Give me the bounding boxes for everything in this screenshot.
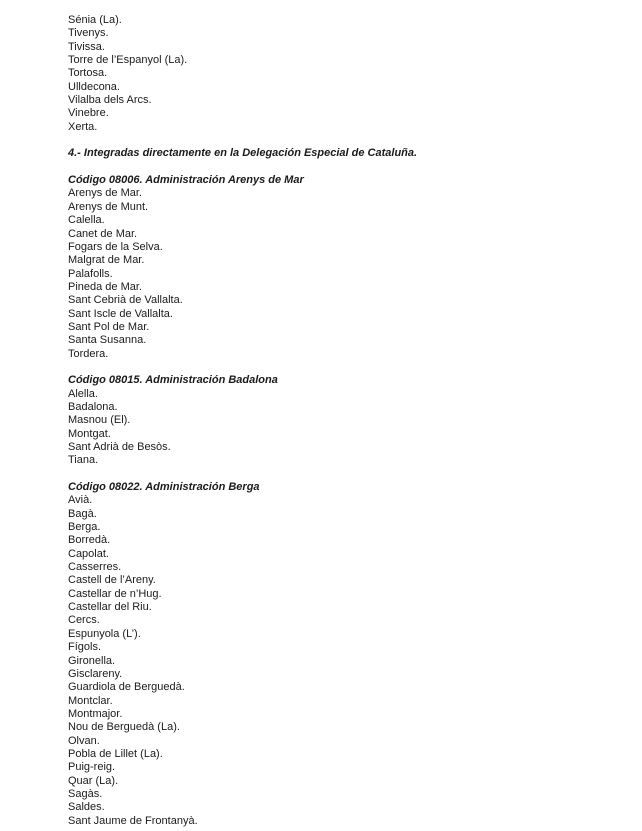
municipality-item: Fígols. (68, 641, 102, 654)
municipality-item: Badalona. (68, 400, 118, 413)
municipality-item: Espunyola (L’). (68, 627, 141, 640)
municipality-item: Bagà. (68, 507, 97, 520)
municipality-item: Sant Jaume de Frontanyà. (68, 814, 198, 827)
municipality-item: Puig-reig. (68, 761, 116, 774)
municipality-item: Berga. (68, 521, 101, 534)
municipality-item: Pobla de Lillet (La). (68, 747, 163, 760)
municipality-item: Fogars de la Selva. (68, 240, 163, 253)
municipality-item: Sant Pol de Mar. (68, 320, 150, 333)
municipality-item: Vinebre. (68, 107, 109, 120)
municipality-item: Tortosa. (68, 67, 108, 80)
municipality-item: Tivissa. (68, 40, 105, 53)
municipality-item: Sagàs. (68, 787, 103, 800)
municipality-item: Montclar. (68, 694, 113, 707)
municipality-item: Xerta. (68, 120, 98, 133)
municipality-item: Arenys de Mar. (68, 187, 142, 200)
municipality-item: Olvan. (68, 734, 100, 747)
municipality-item: Nou de Berguedà (La). (68, 721, 180, 734)
municipality-item: Masnou (El). (68, 414, 131, 427)
municipality-item: Santa Susanna. (68, 334, 147, 347)
municipality-item: Saldes. (68, 801, 105, 814)
municipality-item: Alella. (68, 387, 98, 400)
subsection-heading: Código 08015. Administración Badalona (68, 374, 278, 387)
municipality-item: Tivenys. (68, 27, 109, 40)
subsection-heading: Código 08006. Administración Arenys de Mar (68, 174, 304, 187)
subsection-heading: Código 08022. Administración Berga (68, 481, 260, 494)
municipality-item: Pineda de Mar. (68, 280, 142, 293)
municipality-list (68, 494, 622, 828)
municipality-item: Quar (La). (68, 774, 119, 787)
municipality-item: Cercs. (68, 614, 100, 627)
municipality-item: Ulldecona. (68, 80, 120, 93)
subsection-berga (68, 481, 622, 828)
section-heading: 4.- Integradas directamente en la Delegación Especial de Cataluña. (68, 147, 418, 160)
municipality-item: Gisclareny. (68, 667, 123, 680)
municipality-item: Montmajor. (68, 707, 123, 720)
municipality-item: Castell de l’Areny. (68, 574, 156, 587)
municipality-item: Casserres. (68, 561, 122, 574)
subsection-arenys-de-mar (68, 174, 622, 361)
municipality-item: Malgrat de Mar. (68, 254, 145, 267)
municipality-item: Canet de Mar. (68, 227, 138, 240)
municipality-item: Castellar del Riu. (68, 601, 152, 614)
municipality-item: Palafolls. (68, 267, 113, 280)
municipality-item: Sant Iscle de Vallalta. (68, 307, 173, 320)
municipality-item: Avià. (68, 494, 93, 507)
municipality-item: Castellar de n’Hug. (68, 587, 162, 600)
municipality-list (68, 187, 622, 360)
municipality-item: Sant Adrià de Besòs. (68, 441, 171, 453)
municipality-item: Sénia (La). (68, 14, 122, 26)
municipality-item: Borredà. (68, 534, 111, 547)
municipality-item: Calella. (68, 214, 105, 227)
municipality-item: Tiana. (68, 454, 99, 467)
municipality-list (68, 388, 622, 468)
municipality-item: Tordera. (68, 347, 109, 360)
municipality-item: Montgat. (68, 427, 111, 440)
municipality-item: Vilalba dels Arcs. (68, 94, 152, 107)
subsection-badalona (68, 374, 622, 467)
municipality-list-continuation (68, 14, 622, 134)
municipality-item: Guardiola de Berguedà. (68, 681, 185, 694)
municipality-item: Torre de l’Espanyol (La). (68, 54, 188, 67)
municipality-item: Arenys de Munt. (68, 200, 149, 213)
municipality-item: Capolat. (68, 547, 109, 560)
municipality-item: Gironella. (68, 654, 116, 667)
municipality-item: Sant Cebrià de Vallalta. (68, 294, 183, 307)
